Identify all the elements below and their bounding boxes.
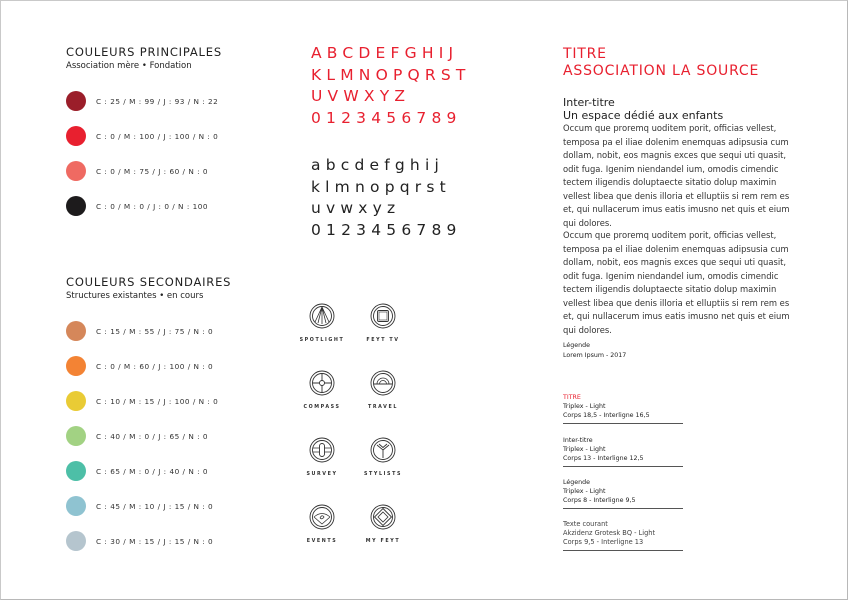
icon-label: SURVEY [306,472,338,477]
color-swatch [66,196,86,216]
icon-tile-survey [297,437,347,477]
icon-tile-feyt-tv [358,303,408,343]
events-icon [309,504,335,530]
icon-label: SPOTLIGHT [299,338,345,343]
color-code: C : 45 / M : 10 / J : 15 / N : 0 [96,501,214,511]
color-swatch-row [66,91,218,111]
body-paragraph: Occum que proremq uoditem porit, officias vellest, temposa pa el iliae dolenim enemquas adipsusia cum dollam, nobit, eos magnis exces que sequi uti quasit, odit fuga. Igenim niendandel ium, omodis cimendic tectem iligendis doluptaecte sitatio dolup maximin vellest libea que denis illoria et elluptiis si rem rem es et, qui nullacerum imus eatis imusno net quis et eium qui dolores. [563,230,790,335]
color-code: C : 25 / M : 99 / J : 93 / N : 22 [96,96,219,106]
spotlight-icon [309,303,335,329]
specimen-line: UVWXYZ [311,87,411,105]
color-code: C : 0 / M : 75 / J : 60 / N : 0 [96,166,209,176]
title-line: TITRE [563,46,607,62]
color-swatch [66,356,86,376]
type-spec-legend [563,478,683,509]
spec-name: Légende [563,479,591,486]
spec-font: Akzidenz Grotesk BQ - Light [563,529,656,538]
spec-size: Corps 9,5 - Interligne 13 [563,538,644,547]
legend-sample [563,341,626,361]
survey-icon [309,437,335,463]
color-swatch [66,496,86,516]
spec-name: TITRE [563,394,581,401]
stylists-icon [370,437,396,463]
color-swatch-row [66,356,213,376]
icon-tile-travel [358,370,408,410]
spec-name: Inter-titre [563,437,593,444]
icon-tile-my-feyt [358,504,408,544]
color-swatch [66,321,86,341]
icon-tile-events [297,504,347,544]
spec-size: Corps 13 - Interligne 12,5 [563,455,644,463]
uppercase-specimen [311,43,471,129]
spec-font: Triplex - Light [563,403,606,411]
color-swatch [66,461,86,481]
spec-size: Corps 8 - Interligne 9,5 [563,497,636,505]
specimen-line: 0123456789 [311,108,462,127]
intertitle-sample [563,96,723,122]
color-swatch-row [66,196,208,216]
title-sample [563,46,759,80]
spec-size: Corps 18,5 - Interligne 16,5 [563,412,650,420]
color-swatch-row [66,461,208,481]
color-code: C : 15 / M : 55 / J : 75 / N : 0 [96,326,214,336]
legend-value: Lorem Ipsum - 2017 [563,352,627,359]
tv-icon [370,303,396,329]
color-code: C : 0 / M : 0 / J : 0 / N : 100 [96,201,209,211]
spec-font: Triplex - Light [563,488,606,496]
icon-tile-stylists [358,437,408,477]
color-swatch-row [66,321,213,341]
specimen-line: 0123456789 [311,220,462,239]
color-swatch-row [66,126,218,146]
color-swatch-row [66,161,208,181]
specimen-line: ABCDEFGHIJ [311,44,459,62]
icon-label: TRAVEL [368,405,398,410]
type-spec-title [563,393,683,424]
color-swatch [66,161,86,181]
spec-name: Texte courant [563,520,608,528]
intertitle-line: Inter-titre [563,96,615,109]
lowercase-specimen [311,155,462,241]
color-swatch [66,126,86,146]
color-swatch [66,91,86,111]
color-swatch-row [66,391,218,411]
type-spec-intertitle [563,436,683,467]
color-swatch-row [66,496,213,516]
my-feyt-icon [370,504,396,530]
color-code: C : 40 / M : 0 / J : 65 / N : 0 [96,431,209,441]
travel-icon [370,370,396,396]
specimen-line: uvwxyz [311,199,401,217]
intertitle-line: Un espace dédié aux enfants [563,109,724,122]
secondary-colors-subtitle: Structures existantes • en cours [66,291,204,301]
icon-tile-spotlight [297,303,347,343]
specimen-line: abcdefghij [311,156,444,174]
color-swatch-row [66,531,213,551]
icon-label: STYLISTS [363,472,403,477]
color-code: C : 0 / M : 100 / J : 100 / N : 0 [96,131,219,141]
specimen-line: klmnopqrst [311,177,451,196]
primary-colors-subtitle: Association mère • Fondation [66,61,192,71]
legend-label: Légende [563,342,591,349]
icon-label: MY FEYT [365,539,401,544]
color-swatch [66,426,86,446]
icon-label: FEYT TV [366,338,400,343]
color-swatch-row [66,426,208,446]
color-swatch [66,391,86,411]
icon-tile-compass [297,370,347,410]
body-paragraph: Occum que proremq uoditem porit, officias vellest, temposa pa el iliae dolenim enemquas adipsusia cum dollam, nobit, eos magnis exces que sequi uti quasit, odit fuga. Igenim niendandel ium, omodis cimendic tectem iligendis doluptaecte sitatio dolup maximin vellest libea que denis illoria et elluptiis si rem rem es et, qui nullacerum imus eatis imusno net quis et eium qui dolores. [563,123,790,228]
type-spec-body [563,520,683,551]
compass-icon [309,370,335,396]
secondary-colors-title: COULEURS SECONDAIRES [66,275,232,289]
specimen-line: KLMNOPQRST [311,65,471,84]
color-code: C : 10 / M : 15 / J : 100 / N : 0 [96,396,219,406]
primary-colors-title: COULEURS PRINCIPALES [66,45,222,59]
color-code: C : 65 / M : 0 / J : 40 / N : 0 [96,466,209,476]
color-code: C : 30 / M : 15 / J : 15 / N : 0 [96,536,214,546]
color-code: C : 0 / M : 60 / J : 100 / N : 0 [96,361,214,371]
title-line: ASSOCIATION LA SOURCE [563,63,760,79]
icon-label: EVENTS [306,539,338,544]
icon-label: COMPASS [303,405,341,410]
spec-font: Triplex - Light [563,446,606,454]
color-swatch [66,531,86,551]
